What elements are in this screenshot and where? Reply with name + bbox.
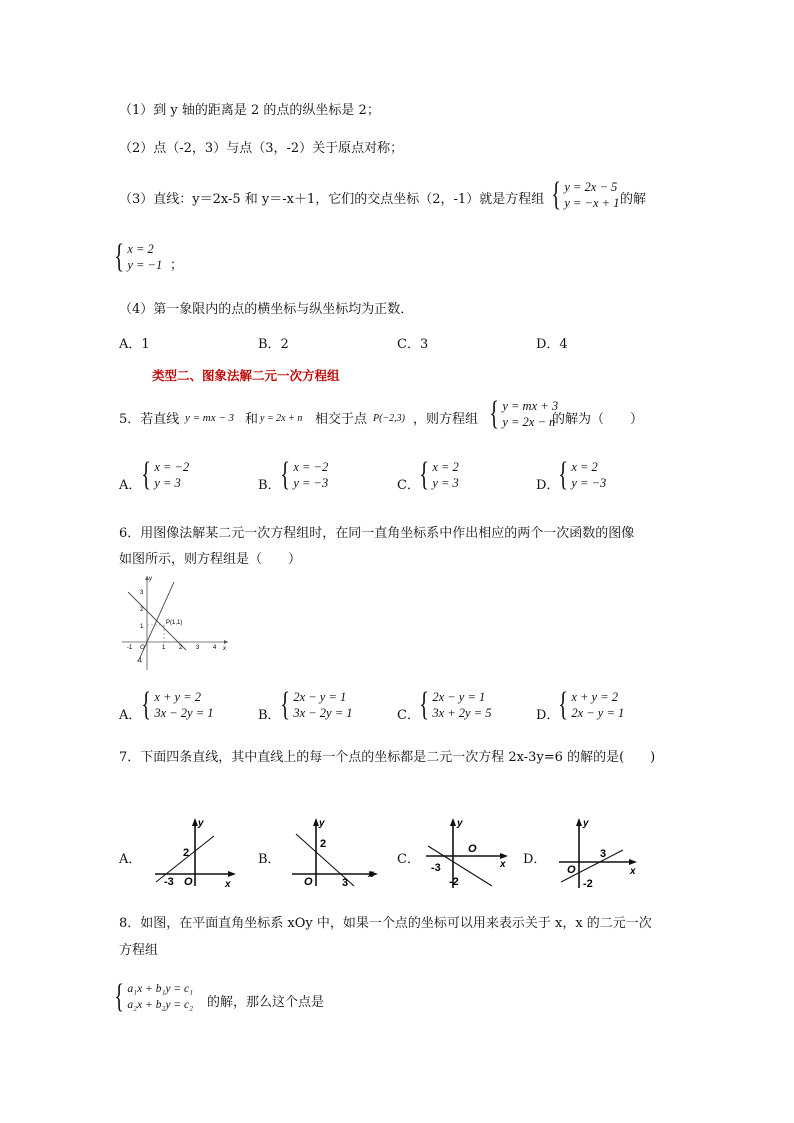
eq: 2x − y = 1	[293, 690, 347, 704]
brace-icon: {	[419, 456, 430, 493]
statement-3-system	[548, 178, 619, 212]
q7-graph-a[interactable]	[150, 816, 240, 888]
q5-option-b-label[interactable]: B．	[258, 478, 281, 493]
statement-2: （2）点（-2，3）与点（3，-2）关于原点对称；	[119, 141, 404, 156]
statement-3-end: ；	[170, 258, 184, 273]
system-eq-2: a₂x + b₂y = c₂	[127, 999, 194, 1011]
eq: x = 2	[432, 460, 459, 474]
q7-graph-b[interactable]	[290, 816, 382, 888]
brace-icon: {	[489, 395, 500, 432]
label: -2	[449, 876, 459, 888]
q5-system	[486, 397, 558, 431]
q6-option-a-label[interactable]: A．	[119, 708, 142, 723]
label: 2	[320, 838, 327, 850]
q7-option-c-label[interactable]: C．	[397, 852, 420, 867]
ytick: 2	[140, 607, 144, 613]
brace-icon: {	[551, 176, 562, 213]
label: O	[567, 864, 576, 876]
xtick: 3	[196, 645, 200, 651]
eq: x + y = 2	[154, 690, 202, 704]
xtick: 1	[162, 645, 166, 651]
brace-icon: {	[141, 456, 152, 493]
q5-option-d-label[interactable]: D．	[536, 478, 560, 493]
y-label: y	[319, 818, 325, 829]
x-arrow-icon	[629, 859, 637, 865]
xtick: 2	[179, 645, 183, 651]
q7-option-b-label[interactable]: B．	[258, 852, 281, 867]
point-label: P(1,1)	[166, 620, 183, 626]
x-label: x	[500, 859, 506, 870]
eq: y = −3	[571, 476, 607, 490]
y-label: y	[583, 818, 589, 829]
q4-option-c[interactable]: C．3	[397, 337, 429, 352]
q6-option-a[interactable]	[138, 688, 214, 722]
q8-line2: 方程组	[119, 943, 159, 958]
ytick: 3	[140, 590, 144, 596]
eq: 2x − y = 1	[432, 690, 486, 704]
q5-option-d[interactable]	[555, 458, 606, 492]
xtick: 4	[213, 645, 217, 651]
q5-prefix: 5．若直线	[119, 412, 180, 427]
statement-4: （4）第一象限内的点的横坐标与纵坐标均为正数．	[119, 302, 414, 317]
system-eq-1: y = mx + 3	[502, 399, 559, 413]
statement-3: （3）直线：y＝2x-5 和 y＝-x＋1，它们的交点坐标（2，-1）就是方程组	[119, 192, 545, 207]
eq: x = −2	[154, 460, 190, 474]
xtick: -1	[127, 645, 133, 651]
origin-label: O	[140, 645, 145, 651]
q5-option-b[interactable]	[277, 458, 328, 492]
q5-line2: y = 2x + n	[260, 413, 303, 424]
label: O	[468, 843, 477, 855]
q5-line1: y = mx − 3	[185, 412, 235, 424]
eq: 2x − y = 1	[571, 706, 625, 720]
q6-option-b[interactable]	[277, 688, 353, 722]
q6-line1: 6．用图像法解某二元一次方程组时，在同一直角坐标系中作出相应的两个一次函数的图像	[119, 526, 635, 541]
q7-option-d-label[interactable]: D．	[523, 852, 547, 867]
label: 3	[600, 848, 607, 860]
x-label: x	[223, 646, 226, 652]
x-arrow-icon	[228, 871, 236, 877]
system-eq-2: y = 2x − n	[502, 415, 556, 429]
eq: y = 3	[154, 476, 181, 490]
eq: x + y = 2	[571, 690, 619, 704]
eq: 3x − 2y = 1	[293, 706, 353, 720]
q5-option-c[interactable]	[416, 458, 459, 492]
q4-option-a[interactable]: A．1	[119, 337, 150, 352]
y-arrow-icon	[450, 818, 456, 826]
brace-icon: {	[280, 686, 291, 723]
brace-icon: {	[419, 686, 430, 723]
eq: y = 3	[432, 476, 459, 490]
brace-icon: {	[558, 686, 569, 723]
label: 3	[342, 877, 349, 888]
ytick: -1	[137, 658, 143, 664]
label: O	[184, 876, 193, 888]
system-eq-1: y = 2x − 5	[564, 180, 618, 194]
q6-option-d[interactable]	[555, 688, 624, 722]
solution-eq-1: x = 2	[127, 242, 154, 256]
y-arrow-icon	[576, 818, 582, 826]
ytick: 1	[140, 624, 144, 630]
q5-option-c-label[interactable]: C．	[397, 478, 420, 493]
eq: x = −2	[293, 460, 329, 474]
x-axis-arrow-icon	[224, 640, 228, 644]
label: 2	[183, 847, 190, 859]
q7-text: 7．下面四条直线，其中直线上的每一个点的坐标都是二元一次方程 2x-3y=6 的解的是( )	[119, 750, 656, 765]
q5-mid3: ，则方程组	[413, 412, 479, 427]
x-label: x	[368, 869, 374, 880]
eq: 3x − 2y = 1	[154, 706, 214, 720]
x-label: x	[225, 879, 231, 888]
label: -3	[164, 876, 174, 888]
statement-3-suffix: 的解	[620, 192, 647, 207]
q6-option-c[interactable]	[416, 688, 492, 722]
q4-option-b[interactable]: B．2	[258, 337, 289, 352]
q8-line1: 8．如图，在平面直角坐标系 xOy 中，如果一个点的坐标可以用来表示关于 x，x 的二元一次	[119, 916, 652, 931]
q8-suffix: 的解，那么这个点是	[207, 995, 325, 1010]
section-title: 类型二、图象法解二元一次方程组	[152, 368, 340, 383]
q4-option-d[interactable]: D．4	[536, 337, 568, 352]
q7-graph-d[interactable]	[557, 816, 647, 888]
q5-option-a-label[interactable]: A．	[119, 478, 142, 493]
label: O	[304, 876, 313, 888]
system-eq-2: y = −x + 1	[564, 196, 620, 210]
brace-icon: {	[114, 238, 125, 275]
q6-option-c-label[interactable]: C．	[397, 708, 420, 723]
eq: 3x + 2y = 5	[432, 706, 492, 720]
x-label: x	[630, 866, 636, 877]
brace-icon: {	[114, 978, 125, 1015]
eq: x = 2	[571, 460, 598, 474]
brace-icon: {	[558, 456, 569, 493]
q6-graph	[118, 572, 230, 672]
solution-eq-2: y = −1	[127, 258, 163, 272]
q7-option-a-label[interactable]: A．	[119, 852, 142, 867]
q6-option-b-label[interactable]: B．	[258, 708, 281, 723]
y-label: y	[149, 576, 152, 582]
label: -3	[431, 862, 441, 874]
q5-point: P(−2,3)	[373, 413, 406, 424]
eq: y = −3	[293, 476, 329, 490]
q6-line2: 如图所示，则方程组是（ ）	[119, 552, 302, 567]
label: -2	[583, 878, 593, 888]
q5-suffix: 的解为（ ）	[552, 412, 644, 427]
q8-system	[111, 980, 193, 1014]
q5-mid1: 和	[245, 412, 259, 427]
y-label: y	[457, 818, 463, 829]
q7-graph-c[interactable]	[424, 816, 514, 888]
statement-3-solution	[111, 240, 162, 274]
statement-1: （1）到 y 轴的距离是 2 的点的纵坐标是 2；	[119, 103, 380, 118]
q5-mid2: 相交于点	[315, 412, 368, 427]
brace-icon: {	[280, 456, 291, 493]
q5-option-a[interactable]	[138, 458, 189, 492]
q6-option-d-label[interactable]: D．	[536, 708, 560, 723]
brace-icon: {	[141, 686, 152, 723]
y-label: y	[198, 818, 204, 829]
system-eq-1: a₁x + b₁y = c₁	[127, 983, 194, 995]
